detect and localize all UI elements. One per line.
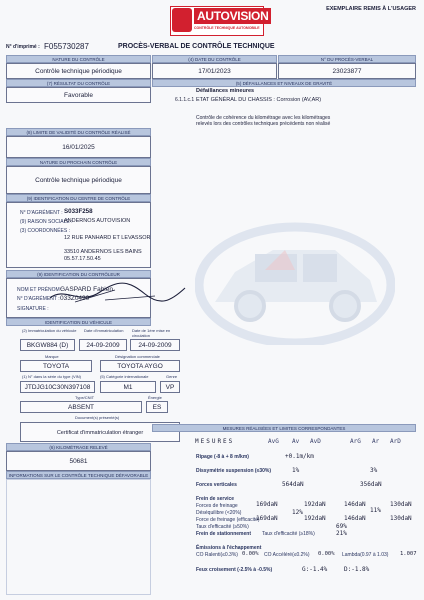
infos-header: INFORMATIONS SUR LE CONTRÔLE TECHNIQUE DÉFAVORABLE <box>6 471 151 479</box>
validite-value: 16/01/2025 <box>6 136 151 158</box>
mesures-header: MESURES RÉALISÉES ET LIMITES CORRESPONDANTES <box>152 424 416 432</box>
km-header: (6) KILOMÉTRAGE RELEVÉ <box>6 443 151 451</box>
vin-label: (1) N° dans la série du type (VIN) <box>22 374 81 379</box>
energie-label: Énergie <box>148 395 162 400</box>
dissy-label: Dissymétrie suspension (≤30%) <box>196 468 271 474</box>
pv-header: N° DU PROCÈS-VERBAL <box>278 55 416 63</box>
defaillance-category: Défaillances mineures <box>196 88 255 94</box>
frein-stat-taux-label: Taux d'efficacité (≥18%) <box>262 531 315 537</box>
date-value: 17/01/2023 <box>152 63 277 79</box>
co-accel-label: CO Accéléré(≤0.2%) <box>264 552 310 558</box>
car-watermark-icon <box>195 210 395 345</box>
ripage-label: Ripage (-8 à + 8 m/km) <box>196 454 249 460</box>
controleur-nom-value: GASPARD Fabien <box>60 286 113 293</box>
docs-label: Document(s) présenté(s) <box>75 415 120 420</box>
energie-value: ES <box>146 401 168 413</box>
col-avd: AvD <box>310 438 321 445</box>
co-ralenti-label: CO Ralenti(≤0.3%) <box>196 552 238 558</box>
date-immat-value: 24-09-2009 <box>79 339 127 351</box>
taux-label: Taux d'efficacité (≥50%) <box>196 524 249 530</box>
centre-address-1: 12 RUE PANHARD ET LEVASSOR <box>64 235 151 241</box>
marque-value: TOYOTA <box>20 360 92 372</box>
fe-ard: 130daN <box>390 515 412 522</box>
categorie-label: (5) Catégorie internationale <box>100 374 149 379</box>
col-arg: ArG <box>350 438 361 445</box>
designation-label: Désignation commerciale <box>115 354 160 359</box>
desequilibre-ar: 11% <box>370 507 381 514</box>
forces-label: Forces verticales <box>196 482 237 488</box>
co-ralenti-value: 0.00% <box>242 551 259 557</box>
date-immat-label: Date d'immatriculation <box>84 328 124 333</box>
centre-agrement-value: S033F258 <box>64 208 93 215</box>
validite-header: (8) LIMITE DE VALIDITÉ DU CONTRÔLE RÉALISÉ <box>6 128 151 136</box>
nature-value: Contrôle technique périodique <box>6 63 151 79</box>
lambda-label: Lambda(0.97 à 1.03) <box>342 552 389 558</box>
doc-title: PROCÈS-VERBAL DE CONTRÔLE TECHNIQUE <box>118 43 275 50</box>
infos-box <box>6 479 151 595</box>
vehicule-header: IDENTIFICATION DU VÉHICULE <box>6 318 151 326</box>
fe-avg: 169daN <box>256 515 278 522</box>
centre-phone: 05.57.17.50.45 <box>64 256 101 262</box>
centre-header: (9) IDENTIFICATION DU CENTRE DE CONTRÔLE <box>6 194 151 202</box>
centre-raison-value: ANDERNOS AUTOVISION <box>64 218 131 224</box>
fe-arg: 146daN <box>344 515 366 522</box>
mesures-title: MESURES <box>195 438 235 445</box>
forces-freinage-label: Forces de freinage <box>196 503 238 509</box>
nature-header: NATURE DU CONTRÔLE <box>6 55 151 63</box>
copy-label: EXEMPLAIRE REMIS À L'USAGER <box>326 6 416 12</box>
co-accel-value: 0.00% <box>318 551 335 557</box>
col-av: Av <box>292 438 300 445</box>
ff-avd: 192daN <box>304 501 326 508</box>
prochain-header: NATURE DU PROCHAIN CONTRÔLE <box>6 158 151 166</box>
defaillance-note-2: relevés lors des contrôles techniques précédents non réalisé <box>196 121 331 127</box>
taux-value: 69% <box>336 523 347 530</box>
type-label: Type/CNIT <box>75 395 95 400</box>
col-ar: Ar <box>372 438 380 445</box>
marque-label: Marque <box>45 354 59 359</box>
dissy-ar: 3% <box>370 467 378 474</box>
categorie-value: M1 <box>100 381 156 393</box>
controleur-agrement-value: 033Z0490 <box>60 295 90 302</box>
col-ard: ArD <box>390 438 401 445</box>
lambda-value: 1.007 <box>400 551 417 557</box>
ff-ard: 130daN <box>390 501 412 508</box>
pv-value: 23023877 <box>278 63 416 79</box>
centre-coord-label: (3) COORDONNÉES : <box>20 228 71 234</box>
defaillances-header: (5) DÉFAILLANCES ET NIVEAUX DE GRAVITÉ <box>152 79 416 87</box>
controleur-signature-label: SIGNATURE : <box>17 306 49 312</box>
feux-d: D:-1.8% <box>344 566 370 573</box>
brand-subtitle: CONTRÔLE TECHNIQUE AUTOMOBILE <box>194 26 260 30</box>
frein-stat-value: 21% <box>336 530 347 537</box>
feux-label: Feux croisement (-2.5% à -0.5%) <box>196 567 273 573</box>
km-value: 50681 <box>6 451 151 471</box>
col-avg: AvG <box>268 438 279 445</box>
desequilibre-av: 12% <box>292 509 303 516</box>
genre-label: Genre <box>166 374 178 379</box>
docs-value: Certificat d'immatriculation étranger <box>20 422 180 442</box>
brand-name: AUTOVISION <box>194 8 271 24</box>
fe-avd: 192daN <box>304 515 326 522</box>
signature-icon <box>45 280 190 308</box>
dissy-av: 1% <box>292 467 300 474</box>
controleur-agrement-label: N° D'AGRÉMENT : <box>17 296 60 302</box>
resultat-value: Favorable <box>6 87 151 103</box>
frein-stat-label: Frein de stationnement <box>196 531 252 537</box>
autovision-logo-icon <box>170 6 269 36</box>
ripage-value: +0.1m/km <box>285 453 314 460</box>
forces-av: 564daN <box>282 481 304 488</box>
ff-avg: 169daN <box>256 501 278 508</box>
prochain-value: Contrôle technique périodique <box>6 166 151 194</box>
date-mise-value: 24-09-2009 <box>130 339 180 351</box>
centre-address-2: 33510 ANDERNOS LES BAINS <box>64 249 142 255</box>
centre-agrement-label: N° D'AGRÉMENT : <box>20 210 63 216</box>
frein-service-label: Frein de service <box>196 496 235 502</box>
defaillance-code: 6.1.1.c.1 <box>175 97 195 103</box>
ff-arg: 146daN <box>344 501 366 508</box>
genre-value: VP <box>160 381 180 393</box>
vin-value: JTDJG10C30N397108 <box>20 381 95 393</box>
emissions-label: Émissions à l'échappement <box>196 545 262 551</box>
freinage-eff-label: Force de freinage (efficacité) <box>196 517 260 523</box>
date-mise-label: Date de 1ère mise en circulation <box>132 328 171 338</box>
defaillance-note-1: Contrôle de cohérence du kilométrage avec les kilométrages <box>196 115 331 121</box>
type-value: ABSENT <box>20 401 142 413</box>
centre-raison-label: (9) RAISON SOCIALE : <box>20 219 73 225</box>
imprime-label: N° d'imprimé : <box>6 44 40 50</box>
controleur-header: (9) IDENTIFICATION DU CONTRÔLEUR <box>6 270 151 278</box>
date-header: (4) DATE DU CONTRÔLE <box>152 55 277 63</box>
desequilibre-label: Déséquilibre (<20%) <box>196 510 242 516</box>
controleur-nom-label: NOM ET PRÉNOM : <box>17 287 63 293</box>
designation-value: TOYOTA AYGO <box>100 360 180 372</box>
defaillance-item: ETAT GÉNÉRAL DU CHASSIS : Corrosion (AV,AR) <box>196 97 322 103</box>
feux-g: G:-1.4% <box>302 566 328 573</box>
immat-value: BKGW884 (D) <box>20 339 75 351</box>
imprime-value: F055730287 <box>44 42 89 51</box>
immat-label: (2) Immatriculation du véhicule <box>22 328 77 333</box>
forces-ar: 356daN <box>360 481 382 488</box>
resultat-header: (7) RÉSULTAT DU CONTRÔLE <box>6 79 151 87</box>
